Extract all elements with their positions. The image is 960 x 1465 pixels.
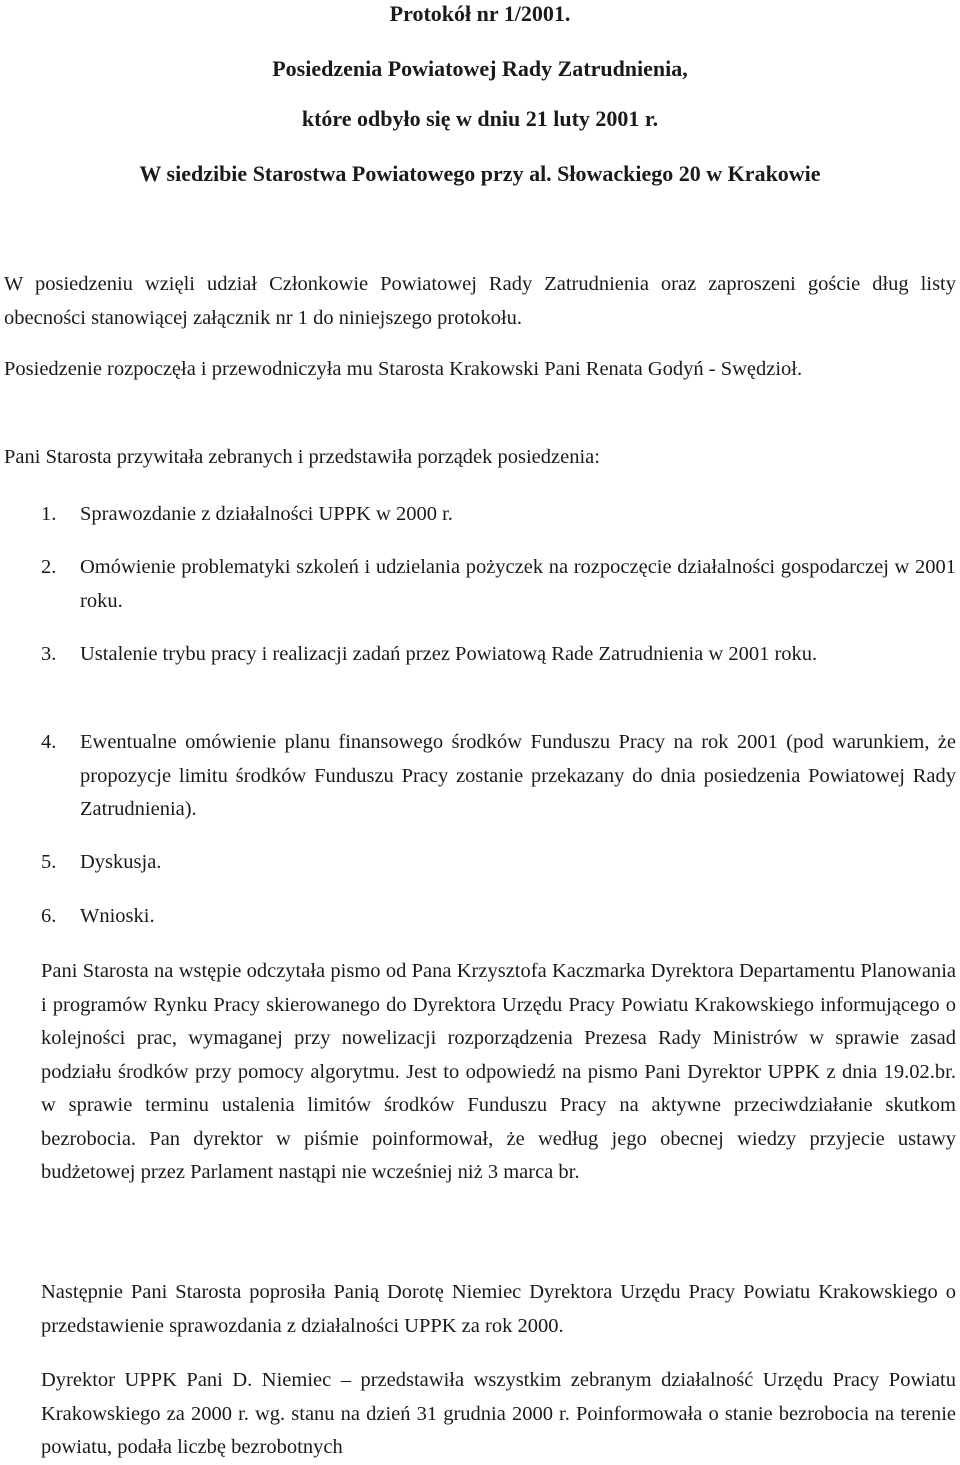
agenda-item-number: 1. [41, 503, 57, 525]
agenda-item-text: Wnioski. [80, 905, 155, 927]
agenda-item-number: 4. [41, 731, 57, 753]
report-paragraph: Dyrektor UPPK Pani D. Niemiec – przedstawiła wszystkim zebranym działalność Urzędu Pracy Powiatu Krakowskiego za 2000 r. wg. stanu na dzień 31 grudnia 2000 r. Poinformowała o stanie bezrobocia na terenie powiatu, podała liczbę bezrobotnych [41, 1369, 956, 1458]
agenda-intro-paragraph: Pani Starosta przywitała zebranych i przedstawiła porządek posiedzenia: [4, 446, 600, 468]
meeting-location-line: W siedzibie Starostwa Powiatowego przy al. Słowackiego 20 w Krakowie [139, 161, 821, 186]
document-subtitle: Posiedzenia Powiatowej Rady Zatrudnienia, [272, 56, 688, 81]
agenda-item-1 [41, 498, 956, 532]
agenda-item-3 [41, 638, 956, 672]
agenda-item-text: Ustalenie trybu pracy i realizacji zadań przez Powiatową Rade Zatrudnienia w 2001 roku. [80, 643, 818, 665]
agenda-item-6 [41, 900, 956, 934]
attendance-paragraph: W posiedzeniu wzięli udział Członkowie Powiatowej Rady Zatrudnienia oraz zaproszeni goście dług listy obecności stanowiącej załącznik nr 1 do niniejszego protokołu. [4, 273, 956, 329]
document-title: Protokół nr 1/2001. [389, 1, 571, 26]
agenda-item-number: 6. [41, 905, 57, 927]
agenda-item-text: Ewentualne omówienie planu finansowego środków Funduszu Pracy na rok 2001 (pod warunkiem, że propozycje limitu środków Funduszu Pracy zostanie przekazany do dnia posiedzenia Powiatowej Rady Zatrudnienia). [80, 731, 956, 820]
report-request-paragraph: Następnie Pani Starosta poprosiła Panią Dorotę Niemiec Dyrektora Urzędu Pracy Powiatu Krakowskiego o przedstawienie sprawozdania z działalności UPPK za rok 2000. [41, 1281, 956, 1337]
agenda-item-number: 3. [41, 643, 57, 665]
agenda-item-number: 2. [41, 556, 57, 578]
agenda-item-text: Sprawozdanie z działalności UPPK w 2000 r. [80, 503, 453, 525]
chair-paragraph: Posiedzenie rozpoczęła i przewodniczyła mu Starosta Krakowski Pani Renata Godyń - Swędzioł. [4, 358, 803, 380]
meeting-date-line: które odbyło się w dniu 21 luty 2001 r. [301, 106, 659, 131]
agenda-item-5 [41, 846, 956, 880]
agenda-item-text: Omówienie problematyki szkoleń i udzielania pożyczek na rozpoczęcie działalności gospodarczej w 2001 roku. [80, 556, 956, 612]
agenda-item-text: Dyskusja. [80, 851, 162, 873]
agenda-item-2 [41, 551, 956, 618]
letter-paragraph: Pani Starosta na wstępie odczytała pismo od Pana Krzysztofa Kaczmarka Dyrektora Departamentu Planowania i programów Rynku Pracy skierowanego do Dyrektora Urzędu Pracy Powiatu Krakowskiego informującego o kolejności prac, wymaganej przy nowelizacji rozporządzenia Prezesa Rady Ministrów w sprawie zasad podziału środków przy pomocy algorytmu. Jest to odpowiedź na pismo Pani Dyrektor UPPK z dnia 19.02.br. w sprawie terminu ustalenia limitów środków Funduszu Pracy na aktywne przeciwdziałanie skutkom bezrobocia. Pan dyrektor w piśmie poinformował, że według jego obecnej wiedzy przyjecie ustawy budżetowej przez Parlament nastąpi nie wcześniej niż 3 marca br. [41, 960, 956, 1183]
agenda-item-4 [41, 726, 956, 827]
agenda-item-number: 5. [41, 851, 57, 873]
